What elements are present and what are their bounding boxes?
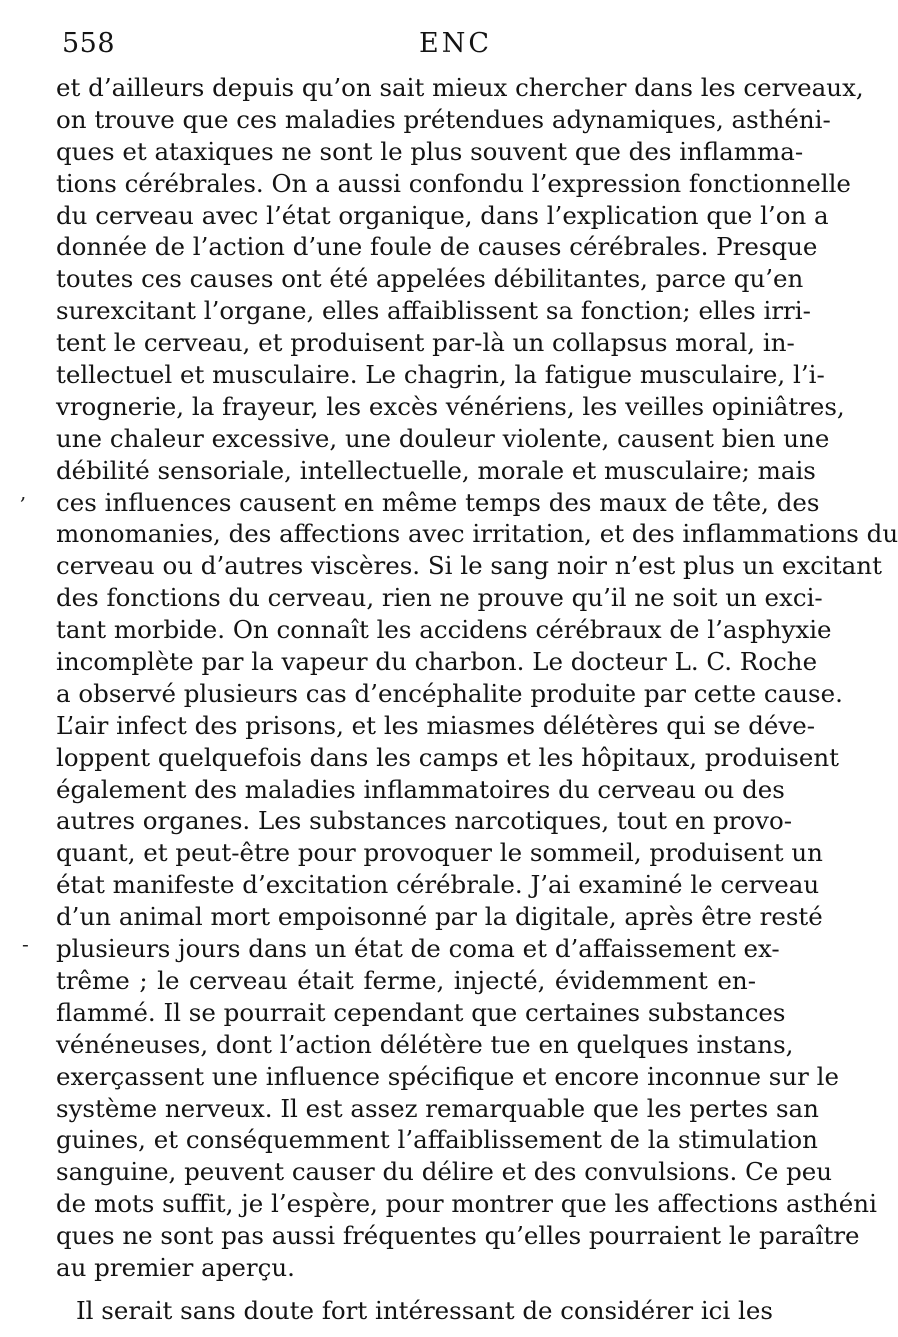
text-line: exerçassent une influence spécifique et encore inconnue sur le	[56, 1061, 839, 1091]
running-head	[62, 28, 742, 68]
text-line: quant, et peut-être pour provoquer le sommeil, produisent un	[56, 838, 823, 868]
running-title: ENC	[419, 28, 492, 59]
text-line: de mots suffit, je l’espère, pour montrer que les affections asthéni	[56, 1189, 877, 1219]
text-line: et d’ailleurs depuis qu’on sait mieux chercher dans les cerveaux,	[56, 73, 864, 102]
paragraph-gap	[56, 1284, 756, 1295]
paragraph	[56, 1295, 773, 1327]
text-line: a observé plusieurs cas d’encéphalite produite par cette cause.	[56, 678, 843, 708]
text-line: système nerveux. Il est assez remarquable que les pertes san	[56, 1093, 819, 1123]
text-line: flammé. Il se pourrait cependant que certaines substances	[56, 997, 786, 1027]
text-line: monomanies, des affections avec irritation, et des inflammations du	[56, 519, 898, 549]
margin-mark: ,	[20, 480, 27, 504]
text-line: tent le cerveau, et produisent par-là un collapsus moral, in-	[56, 328, 795, 358]
text-line: L’air infect des prisons, et les miasmes délétères qui se déve-	[56, 710, 816, 740]
paragraph	[56, 72, 898, 1284]
text-line: ques et ataxiques ne sont le plus souvent que des inflamma-	[56, 136, 804, 166]
text-line: d’un animal mort empoisonné par la digitale, après être resté	[56, 902, 823, 932]
text-line: guines, et conséquemment l’affaiblissement de la stimulation	[56, 1125, 818, 1155]
text-line: Il serait sans doute fort intéressant de considérer ici les	[76, 1295, 773, 1325]
text-line: débilité sensoriale, intellectuelle, morale et musculaire; mais	[56, 455, 816, 485]
text-line: également des maladies inflammatoires du cerveau ou des	[56, 774, 785, 804]
text-line: ques ne sont pas aussi fréquentes qu’elles pourraient le paraître	[56, 1221, 860, 1251]
margin-mark: -	[22, 932, 29, 956]
text-line: plusieurs jours dans un état de coma et d’affaissement ex-	[56, 934, 780, 964]
text-line: une chaleur excessive, une douleur violente, causent bien une	[56, 423, 830, 453]
body-text	[56, 72, 898, 1327]
text-line: vénéneuses, dont l’action délétère tue en quelques instans,	[56, 1029, 794, 1059]
text-line: vrognerie, la frayeur, les excès vénériens, les veilles opiniâtres,	[56, 391, 845, 421]
page-number: 558	[62, 28, 116, 59]
text-line: surexcitant l’organe, elles affaiblissent sa fonction; elles irri-	[56, 296, 811, 326]
text-line: incomplète par la vapeur du charbon. Le docteur L. C. Roche	[56, 647, 818, 677]
text-line: sanguine, peuvent causer du délire et des convulsions. Ce peu	[56, 1157, 833, 1187]
text-line: tellectuel et musculaire. Le chagrin, la fatigue musculaire, l’i-	[56, 360, 825, 390]
text-line: toutes ces causes ont été appelées débilitantes, parce qu’en	[56, 264, 804, 294]
text-line: au premier aperçu.	[56, 1252, 295, 1282]
text-line: des fonctions du cerveau, rien ne prouve qu’il ne soit un exci-	[56, 583, 823, 613]
text-line: autres organes. Les substances narcotiques, tout en provo-	[56, 806, 792, 836]
text-line: tant morbide. On connaît les accidens cérébraux de l’asphyxie	[56, 615, 832, 645]
text-line: du cerveau avec l’état organique, dans l’explication que l’on a	[56, 200, 829, 230]
text-line: ces influences causent en même temps des maux de tête, des	[56, 487, 820, 517]
text-line: on trouve que ces maladies prétendues adynamiques, asthéni-	[56, 104, 831, 134]
text-line: trême ; le cerveau était ferme, injecté, évidemment en-	[56, 965, 756, 995]
text-line: loppent quelquefois dans les camps et les hôpitaux, produisent	[56, 742, 840, 772]
text-line: cerveau ou d’autres viscères. Si le sang noir n’est plus un excitant	[56, 551, 882, 581]
text-line: tions cérébrales. On a aussi confondu l’expression fonctionnelle	[56, 168, 851, 198]
text-line: état manifeste d’excitation cérébrale. J’ai examiné le cerveau	[56, 870, 820, 900]
text-line: donnée de l’action d’une foule de causes cérébrales. Presque	[56, 232, 818, 262]
